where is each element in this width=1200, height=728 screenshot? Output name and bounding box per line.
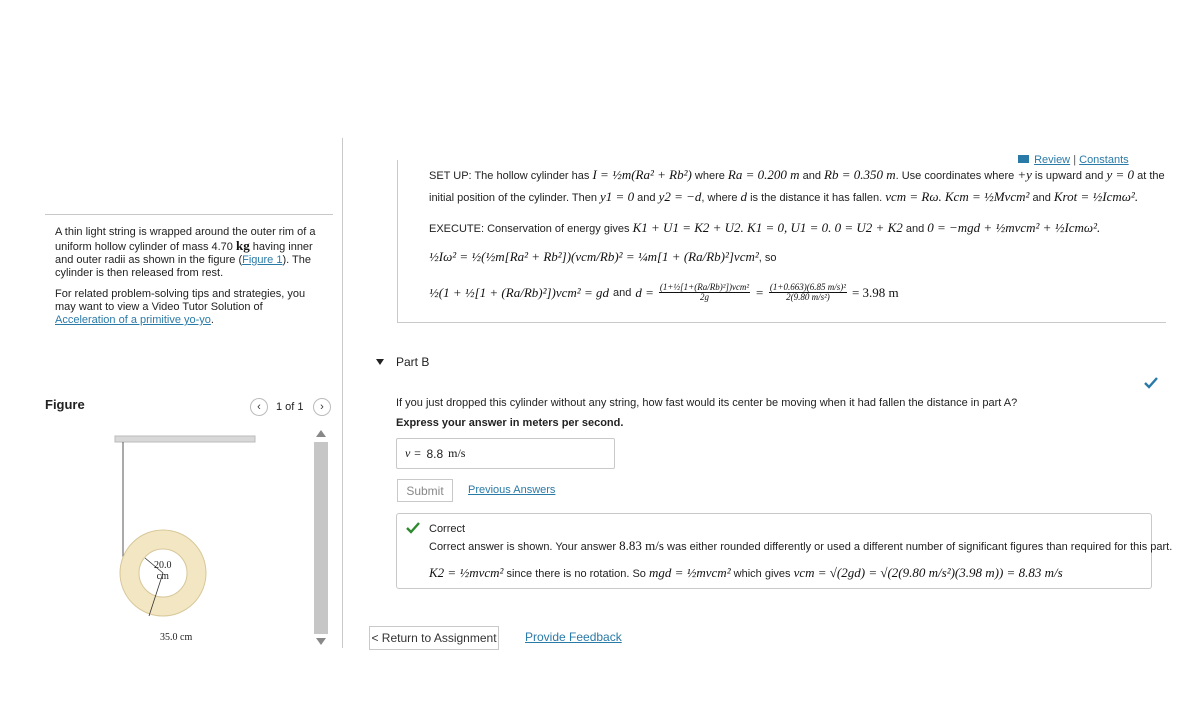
answer-field[interactable] bbox=[396, 438, 615, 469]
distance-fraction bbox=[659, 283, 750, 302]
ceiling-bar bbox=[115, 436, 255, 442]
execute-equation: K1 + U1 = K2 + U2. K1 = 0, U1 = 0. 0 = U2 + K2 bbox=[632, 220, 903, 235]
correct-text-2: was either rounded differently or used a different number of significant figures than required for this part. bbox=[667, 541, 1173, 553]
part-b-check-icon bbox=[1144, 377, 1158, 389]
setup-line-1 bbox=[429, 167, 1165, 183]
correct-message bbox=[429, 538, 1172, 554]
setup-and: and bbox=[802, 170, 821, 182]
figure-link[interactable]: Figure 1 bbox=[242, 254, 283, 266]
intro-text-3: ). The cylinder is then released from rest. bbox=[55, 254, 311, 279]
part-b-instruction: Express your answer in meters per second. bbox=[396, 417, 624, 429]
figure-scrollbar[interactable] bbox=[314, 428, 328, 648]
setup-line-2 bbox=[429, 189, 1138, 205]
intro-text-2: having inner and outer radii as shown in the figure ( bbox=[55, 241, 313, 266]
setup-line2-text-b: , where bbox=[701, 192, 738, 204]
kinetic-rotation-equation: ½Iω² = ½(½m[Ra² + Rb²])(vcm/Rb)² = ¼m[1 + (Ra/Rb)²]vcm² bbox=[429, 249, 759, 264]
setup-y2: y2 = −d bbox=[658, 189, 702, 204]
scroll-down-icon[interactable] bbox=[316, 638, 326, 645]
energy-balance-equation: ½(1 + ½[1 + (Ra/Rb)²])vcm² = gd bbox=[429, 284, 609, 300]
inner-radius-value: 20.0 bbox=[154, 560, 172, 571]
inner-radius-unit: cm bbox=[156, 571, 169, 582]
setup-text-1: SET UP: The hollow cylinder has bbox=[429, 170, 590, 182]
setup-line2-and-2: and bbox=[1032, 192, 1051, 204]
setup-text-3: . Use coordinates where bbox=[895, 170, 1015, 182]
execute-equation-2: 0 = −mgd + ½mvcm² + ½Icmω². bbox=[927, 220, 1101, 235]
inner-radius-label bbox=[154, 560, 172, 582]
line4-d-equals: d = bbox=[635, 284, 654, 300]
left-top-divider bbox=[45, 214, 333, 215]
expl-text-1: since there is no rotation. So bbox=[506, 568, 646, 580]
figure-prev-button[interactable] bbox=[250, 398, 268, 416]
header-separator: | bbox=[1073, 154, 1077, 166]
correct-text-1: Correct answer is shown. Your answer bbox=[429, 541, 617, 553]
submit-button[interactable]: Submit bbox=[397, 479, 453, 502]
answer-value[interactable]: 8.8 bbox=[426, 446, 444, 461]
expl-result: vcm = √(2gd) = √(2(9.80 m/s²)(3.98 m)) = 8.83 m/s bbox=[793, 565, 1063, 580]
scrollbar-thumb[interactable] bbox=[314, 442, 328, 634]
part-b-question: If you just dropped this cylinder without any string, how fast would its center be moving when it had fallen the distance in part A? bbox=[396, 397, 1018, 409]
outer-radius-label: 35.0 cm bbox=[160, 632, 193, 643]
correct-title: Correct bbox=[429, 523, 466, 535]
distance-fraction-denominator: 2g bbox=[700, 292, 709, 302]
part-b-label: Part B bbox=[396, 355, 430, 369]
expl-equation: mgd = ½mvcm² bbox=[648, 565, 731, 580]
setup-text-5: at the bbox=[1137, 170, 1165, 182]
correct-check-icon bbox=[406, 522, 420, 534]
numeric-fraction-denominator: 2(9.80 m/s²) bbox=[786, 292, 830, 302]
caret-down-icon[interactable] bbox=[376, 359, 384, 365]
setup-kcm: Kcm = ½Mvcm² bbox=[944, 189, 1030, 204]
distance-result: = 3.98 m bbox=[851, 284, 899, 300]
tips-text bbox=[55, 288, 325, 327]
tips-period: . bbox=[210, 314, 214, 326]
setup-text-4: is upward and bbox=[1034, 170, 1104, 182]
execute-text: EXECUTE: Conservation of energy gives bbox=[429, 223, 630, 235]
chevron-left-icon: ‹ bbox=[257, 401, 261, 413]
execute-line bbox=[429, 220, 1100, 236]
figure-next-button[interactable] bbox=[313, 398, 331, 416]
part-b-toggle[interactable] bbox=[376, 355, 429, 369]
answer-prefix: v = bbox=[405, 446, 422, 460]
setup-line2-text-c: is the distance it has fallen. bbox=[750, 192, 883, 204]
figure-title: Figure bbox=[45, 397, 85, 412]
constants-link[interactable]: Constants bbox=[1079, 154, 1129, 166]
setup-text-2: where bbox=[694, 170, 725, 182]
correct-explanation bbox=[429, 565, 1063, 581]
numeric-fraction-numerator: (1+0.663)(6.85 m/s)² bbox=[769, 282, 846, 292]
cylinder-figure bbox=[45, 428, 315, 650]
distance-fraction-numerator: (1+½[1+(Ra/Rb)²])vcm² bbox=[659, 282, 750, 292]
figure-pager: 1 of 1 bbox=[276, 401, 304, 413]
return-to-assignment-button[interactable]: < Return to Assignment bbox=[369, 626, 499, 650]
setup-line2-and: and bbox=[637, 192, 656, 204]
tips-body: For related problem-solving tips and strategies, you may want to view a Video Tutor Solution of bbox=[55, 288, 306, 313]
scroll-up-icon[interactable] bbox=[316, 430, 326, 437]
setup-ra: Ra = 0.200 m bbox=[727, 167, 800, 182]
setup-plus-y: +y bbox=[1017, 167, 1032, 182]
intro-text: A thin light string is wrapped around the outer rim of a uniform hollow cylinder of mass 4.70 bbox=[55, 226, 316, 253]
correct-value: 8.83 m/s bbox=[619, 538, 664, 553]
setup-y1: y1 = 0 bbox=[600, 189, 635, 204]
solution-line-3 bbox=[429, 249, 777, 265]
solution-line-4: ½(1 + ½[1 + (Ra/Rb)²])vcm² = gd and d = $\frac{\text{(1+½[1+(Ra/Rb)²])vcm²}}{2g}$ = $\frac{\text{(1+0.663)(6.85 m/s)²}}{\text{2(9.80 m/s²)}}$ = 3.98 m bbox=[429, 282, 899, 302]
panel-divider bbox=[342, 138, 343, 648]
expl-text-2: which gives bbox=[733, 568, 791, 580]
review-link[interactable]: Review bbox=[1034, 154, 1071, 166]
setup-line2-text-a: initial position of the cylinder. Then bbox=[429, 192, 597, 204]
previous-answers-link[interactable]: Previous Answers bbox=[468, 484, 556, 496]
setup-rb: Rb = 0.350 m bbox=[824, 167, 896, 182]
setup-vcm: vcm = Rω. bbox=[885, 189, 942, 204]
numeric-fraction bbox=[769, 283, 847, 302]
video-tutor-link[interactable]: Acceleration of a primitive yo-yo bbox=[55, 314, 211, 326]
mass-unit: kg bbox=[235, 238, 250, 253]
expl-k2: K2 = ½mvcm² bbox=[429, 565, 504, 580]
provide-feedback-link[interactable]: Provide Feedback bbox=[525, 630, 622, 644]
setup-inertia-formula: I = ½m(Ra² + Rb²) bbox=[592, 167, 692, 182]
setup-y0: y = 0 bbox=[1106, 167, 1135, 182]
line4-and: and bbox=[612, 286, 632, 299]
setup-d: d bbox=[740, 189, 748, 204]
answer-unit: m/s bbox=[448, 446, 466, 460]
execute-and: and bbox=[905, 223, 925, 235]
problem-intro bbox=[55, 226, 325, 280]
setup-krot: Krot = ½Icmω². bbox=[1053, 189, 1139, 204]
chevron-right-icon: › bbox=[320, 401, 324, 413]
line3-so: , so bbox=[758, 252, 777, 264]
